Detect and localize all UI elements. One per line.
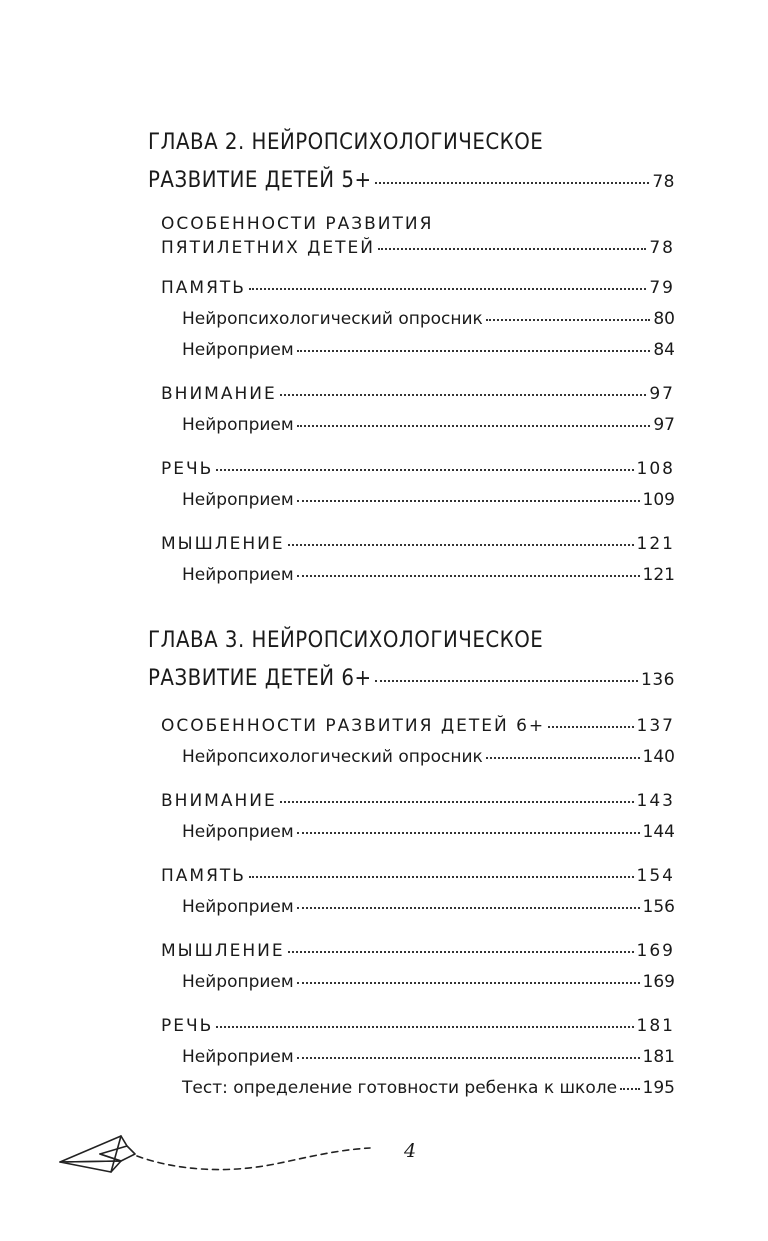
toc-entry[interactable] — [161, 789, 675, 813]
leader-dots — [297, 832, 640, 834]
toc-entry-page: 169 — [642, 972, 675, 992]
leader-dots — [280, 801, 634, 803]
toc-entry-page: 121 — [636, 534, 675, 554]
toc-entry-label: ОСОБЕННОСТИ РАЗВИТИЯ ДЕТЕЙ 6+ — [161, 716, 546, 736]
toc-entry-page: 181 — [642, 1047, 675, 1067]
leader-dots — [297, 982, 640, 984]
leader-dots — [249, 288, 646, 290]
toc-entry[interactable] — [161, 817, 675, 848]
toc-entry-label: Нейропсихологический опросник — [182, 747, 483, 767]
toc-entry[interactable] — [161, 560, 675, 591]
toc-entry-page: 140 — [642, 747, 675, 767]
toc-entry[interactable] — [161, 864, 675, 888]
toc-entry-label: Нейроприем — [182, 565, 294, 585]
toc-entry[interactable] — [161, 939, 675, 963]
toc-entry-label: МЫШЛЕНИЕ — [161, 941, 285, 961]
leader-dots — [378, 248, 646, 250]
leader-dots — [486, 319, 651, 321]
toc-entry-label: Нейроприем — [182, 415, 294, 435]
toc-entry-page: 79 — [649, 278, 675, 298]
toc-entry-label: Нейроприем — [182, 340, 294, 360]
toc-entry-label-line1: ОСОБЕННОСТИ РАЗВИТИЯ — [161, 214, 434, 234]
leader-dots — [375, 182, 650, 184]
leader-dots — [297, 500, 640, 502]
chapter-2-title-line2: РАЗВИТИЕ ДЕТЕЙ 5+ — [148, 168, 372, 193]
toc-entry-label: Нейроприем — [182, 1047, 294, 1067]
toc-entry[interactable] — [161, 335, 675, 366]
toc-entry[interactable] — [161, 532, 675, 556]
toc-entry-label: Нейроприем — [182, 972, 294, 992]
chapter-3-title-line2: РАЗВИТИЕ ДЕТЕЙ 6+ — [148, 666, 372, 691]
chapter-3-title-line1: ГЛАВА 3. НЕЙРОПСИХОЛОГИЧЕСКОЕ — [148, 628, 544, 653]
chapter-3-heading — [148, 622, 675, 699]
toc-entry[interactable] — [161, 382, 675, 406]
toc-entry-page: 156 — [642, 897, 675, 917]
toc-entry-label: ПАМЯТЬ — [161, 866, 246, 886]
toc-entry[interactable] — [161, 485, 675, 516]
leader-dots — [216, 469, 633, 471]
chapter-2-page: 78 — [652, 172, 675, 192]
toc-entry-label: Нейроприем — [182, 490, 294, 510]
toc-entry-page: 108 — [636, 459, 675, 479]
page-number: 4 — [404, 1140, 417, 1162]
chapter-2-toc — [161, 212, 675, 591]
toc-entry-page: 78 — [649, 238, 675, 258]
toc-entry-label: РЕЧЬ — [161, 459, 214, 479]
leader-dots — [297, 907, 640, 909]
toc-entry-page: 121 — [642, 565, 675, 585]
toc-entry[interactable] — [161, 410, 675, 441]
leader-dots — [620, 1088, 640, 1090]
toc-entry-label: ВНИМАНИЕ — [161, 384, 277, 404]
leader-dots — [297, 425, 651, 427]
leader-dots — [216, 1026, 633, 1028]
toc-entry-page: 143 — [636, 791, 675, 811]
toc-entry[interactable] — [161, 967, 675, 998]
toc-entry-page: 169 — [636, 941, 675, 961]
chapter-3-page: 136 — [641, 670, 675, 690]
chapter-2-heading — [148, 124, 675, 201]
toc-entry[interactable] — [161, 1073, 675, 1104]
chapter-3-toc — [161, 714, 675, 1104]
leader-dots — [280, 394, 647, 396]
leader-dots — [297, 350, 651, 352]
leader-dots — [249, 876, 634, 878]
leader-dots — [297, 575, 640, 577]
toc-entry-page: 80 — [653, 309, 675, 329]
toc-entry[interactable] — [161, 212, 675, 260]
toc-entry[interactable] — [161, 457, 675, 481]
toc-entry-page: 144 — [642, 822, 675, 842]
toc-entry-page: 97 — [653, 415, 675, 435]
toc-entry-page: 137 — [636, 716, 675, 736]
toc-entry-label: МЫШЛЕНИЕ — [161, 534, 285, 554]
toc-entry-page: 97 — [649, 384, 675, 404]
toc-entry-page: 154 — [636, 866, 675, 886]
toc-entry[interactable] — [161, 1014, 675, 1038]
chapter-2-title-line1: ГЛАВА 2. НЕЙРОПСИХОЛОГИЧЕСКОЕ — [148, 130, 544, 155]
toc-entry-label: Тест: определение готовности ребенка к школе — [182, 1078, 618, 1098]
toc-entry-label: РЕЧЬ — [161, 1016, 214, 1036]
toc-entry[interactable] — [161, 714, 675, 738]
toc-entry-page: 181 — [636, 1016, 675, 1036]
toc-entry-page: 109 — [642, 490, 675, 510]
toc-entry-label: Нейроприем — [182, 897, 294, 917]
paper-plane-icon — [55, 1128, 375, 1178]
toc-entry-page: 84 — [653, 340, 675, 360]
toc-entry[interactable] — [161, 276, 675, 300]
leader-dots — [375, 680, 639, 682]
toc-entry[interactable] — [161, 304, 675, 335]
toc-entry-page: 195 — [642, 1078, 675, 1098]
toc-entry[interactable] — [161, 892, 675, 923]
chapter-3-title-row[interactable] — [148, 660, 675, 699]
leader-dots — [297, 1057, 640, 1059]
toc-entry[interactable] — [161, 742, 675, 773]
leader-dots — [288, 544, 634, 546]
toc-entry-label: ПЯТИЛЕТНИХ ДЕТЕЙ — [161, 238, 376, 258]
toc-entry-label: ВНИМАНИЕ — [161, 791, 277, 811]
chapter-2-title-row[interactable] — [148, 162, 675, 201]
toc-entry-label: Нейропсихологический опросник — [182, 309, 483, 329]
toc-entry-label: ПАМЯТЬ — [161, 278, 246, 298]
leader-dots — [288, 951, 634, 953]
leader-dots — [548, 726, 633, 728]
toc-entry-label: Нейроприем — [182, 822, 294, 842]
leader-dots — [486, 757, 640, 759]
toc-entry[interactable] — [161, 1042, 675, 1073]
